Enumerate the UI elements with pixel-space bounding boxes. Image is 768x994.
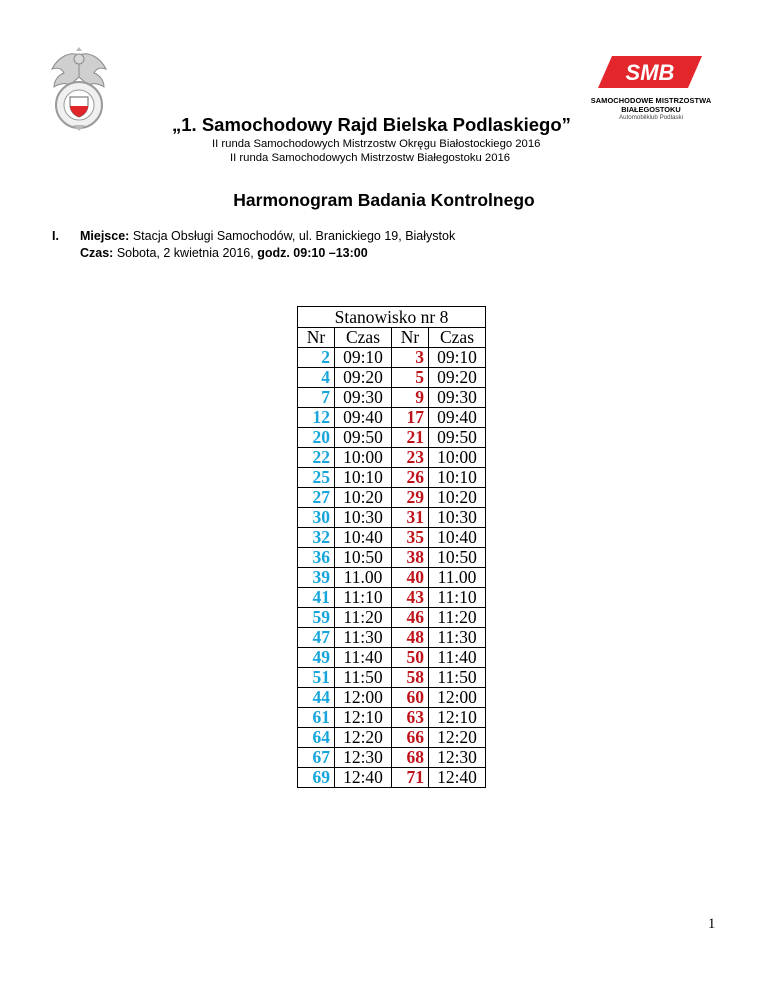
start-time-right: 11:30 xyxy=(429,628,486,648)
header-nr-left: Nr xyxy=(298,328,335,348)
start-number-right: 23 xyxy=(392,448,429,468)
start-number-left: 51 xyxy=(298,668,335,688)
table-row xyxy=(298,768,486,788)
start-number-left: 59 xyxy=(298,608,335,628)
time-value: Sobota, 2 kwietnia 2016, xyxy=(113,246,258,260)
smb-logo xyxy=(586,56,716,126)
table-row xyxy=(298,588,486,608)
table-row xyxy=(298,388,486,408)
start-number-left: 69 xyxy=(298,768,335,788)
smb-line-1: SAMOCHODOWE MISTRZOSTWA xyxy=(590,96,712,105)
start-number-left: 20 xyxy=(298,428,335,448)
start-number-left: 22 xyxy=(298,448,335,468)
start-number-right: 26 xyxy=(392,468,429,488)
table-row xyxy=(298,508,486,528)
start-time-right: 10:00 xyxy=(429,448,486,468)
table-row xyxy=(298,488,486,508)
start-number-right: 46 xyxy=(392,608,429,628)
start-time-right: 11:50 xyxy=(429,668,486,688)
table-row xyxy=(298,548,486,568)
start-time-right: 09:50 xyxy=(429,428,486,448)
start-time-left: 11:20 xyxy=(335,608,392,628)
start-time-left: 12:00 xyxy=(335,688,392,708)
start-number-left: 44 xyxy=(298,688,335,708)
start-number-left: 7 xyxy=(298,388,335,408)
start-number-left: 39 xyxy=(298,568,335,588)
start-number-left: 41 xyxy=(298,588,335,608)
start-number-left: 25 xyxy=(298,468,335,488)
start-number-left: 61 xyxy=(298,708,335,728)
start-time-left: 10:40 xyxy=(335,528,392,548)
start-time-left: 12:40 xyxy=(335,768,392,788)
start-time-right: 10:30 xyxy=(429,508,486,528)
schedule-table xyxy=(297,306,486,788)
start-time-right: 12:30 xyxy=(429,748,486,768)
table-row xyxy=(298,688,486,708)
time-label: Czas: xyxy=(80,246,114,260)
time-range: godz. 09:10 –13:00 xyxy=(257,246,368,260)
start-time-left: 11.00 xyxy=(335,568,392,588)
start-time-left: 09:40 xyxy=(335,408,392,428)
start-number-right: 60 xyxy=(392,688,429,708)
start-number-right: 21 xyxy=(392,428,429,448)
table-row xyxy=(298,628,486,648)
start-time-right: 09:40 xyxy=(429,408,486,428)
table-row xyxy=(298,448,486,468)
table-header-row xyxy=(298,328,486,348)
start-time-right: 10:40 xyxy=(429,528,486,548)
table-row xyxy=(298,608,486,628)
start-number-right: 50 xyxy=(392,648,429,668)
table-row xyxy=(298,368,486,388)
start-time-left: 09:50 xyxy=(335,428,392,448)
start-time-left: 09:10 xyxy=(335,348,392,368)
table-row xyxy=(298,408,486,428)
start-number-left: 30 xyxy=(298,508,335,528)
table-row xyxy=(298,428,486,448)
table-caption-row xyxy=(298,307,486,328)
header-nr-right: Nr xyxy=(392,328,429,348)
smb-line-3: Automobilklub Podlaski xyxy=(619,114,683,121)
table-row xyxy=(298,748,486,768)
start-time-left: 10:30 xyxy=(335,508,392,528)
start-number-right: 9 xyxy=(392,388,429,408)
table-row xyxy=(298,708,486,728)
start-time-left: 12:30 xyxy=(335,748,392,768)
start-number-left: 64 xyxy=(298,728,335,748)
start-number-right: 3 xyxy=(392,348,429,368)
table-row xyxy=(298,728,486,748)
table-row xyxy=(298,648,486,668)
smb-badge-text: SMB xyxy=(625,60,675,85)
start-time-right: 12:40 xyxy=(429,768,486,788)
start-time-left: 09:20 xyxy=(335,368,392,388)
start-number-left: 4 xyxy=(298,368,335,388)
smb-badge-icon xyxy=(598,56,702,88)
start-time-right: 12:20 xyxy=(429,728,486,748)
section-number: I. xyxy=(52,229,59,243)
event-title: „1. Samochodowy Rajd Bielska Podlaskiego” xyxy=(172,114,571,135)
start-number-right: 40 xyxy=(392,568,429,588)
page-number: 1 xyxy=(708,916,716,932)
start-number-right: 31 xyxy=(392,508,429,528)
start-number-left: 2 xyxy=(298,348,335,368)
eagle-emblem-logo xyxy=(40,47,118,131)
document-heading: Harmonogram Badania Kontrolnego xyxy=(233,190,535,210)
table-row xyxy=(298,348,486,368)
time-line xyxy=(80,246,368,260)
start-time-left: 11:40 xyxy=(335,648,392,668)
event-subtitle-1: II runda Samochodowych Mistrzostw Okręgu Białostockiego 2016 xyxy=(212,138,541,150)
start-time-right: 09:20 xyxy=(429,368,486,388)
start-number-left: 49 xyxy=(298,648,335,668)
start-time-right: 12:10 xyxy=(429,708,486,728)
start-time-right: 09:30 xyxy=(429,388,486,408)
event-subtitle-2: II runda Samochodowych Mistrzostw Białegostoku 2016 xyxy=(230,152,511,164)
start-time-left: 11:50 xyxy=(335,668,392,688)
header-time-left: Czas xyxy=(335,328,392,348)
start-time-left: 10:50 xyxy=(335,548,392,568)
start-time-left: 12:20 xyxy=(335,728,392,748)
start-time-right: 11:10 xyxy=(429,588,486,608)
start-time-left: 11:30 xyxy=(335,628,392,648)
start-number-right: 35 xyxy=(392,528,429,548)
header-time-right: Czas xyxy=(429,328,486,348)
start-number-right: 38 xyxy=(392,548,429,568)
start-time-right: 10:20 xyxy=(429,488,486,508)
start-number-right: 58 xyxy=(392,668,429,688)
start-number-left: 27 xyxy=(298,488,335,508)
start-number-right: 66 xyxy=(392,728,429,748)
start-time-right: 10:50 xyxy=(429,548,486,568)
start-number-left: 47 xyxy=(298,628,335,648)
start-number-left: 67 xyxy=(298,748,335,768)
start-time-left: 12:10 xyxy=(335,708,392,728)
table-row xyxy=(298,668,486,688)
start-time-right: 11:20 xyxy=(429,608,486,628)
start-time-left: 09:30 xyxy=(335,388,392,408)
start-time-left: 10:20 xyxy=(335,488,392,508)
start-number-right: 17 xyxy=(392,408,429,428)
place-value: Stacja Obsługi Samochodów, ul. Branickiego 19, Białystok xyxy=(129,229,456,243)
start-number-left: 32 xyxy=(298,528,335,548)
start-time-right: 12:00 xyxy=(429,688,486,708)
start-number-right: 29 xyxy=(392,488,429,508)
table-row xyxy=(298,468,486,488)
start-time-right: 09:10 xyxy=(429,348,486,368)
start-time-right: 11:40 xyxy=(429,648,486,668)
start-number-right: 43 xyxy=(392,588,429,608)
start-time-left: 11:10 xyxy=(335,588,392,608)
start-time-right: 11.00 xyxy=(429,568,486,588)
place-label: Miejsce: xyxy=(80,229,130,243)
table-row xyxy=(298,528,486,548)
start-number-right: 5 xyxy=(392,368,429,388)
start-number-right: 63 xyxy=(392,708,429,728)
start-time-left: 10:00 xyxy=(335,448,392,468)
start-time-right: 10:10 xyxy=(429,468,486,488)
start-time-left: 10:10 xyxy=(335,468,392,488)
start-number-left: 12 xyxy=(298,408,335,428)
start-number-right: 68 xyxy=(392,748,429,768)
table-row xyxy=(298,568,486,588)
start-number-left: 36 xyxy=(298,548,335,568)
start-number-right: 71 xyxy=(392,768,429,788)
place-line xyxy=(80,229,455,243)
start-number-right: 48 xyxy=(392,628,429,648)
smb-line-2: BIAŁEGOSTOKU xyxy=(621,105,681,114)
table-caption: Stanowisko nr 8 xyxy=(298,307,486,328)
